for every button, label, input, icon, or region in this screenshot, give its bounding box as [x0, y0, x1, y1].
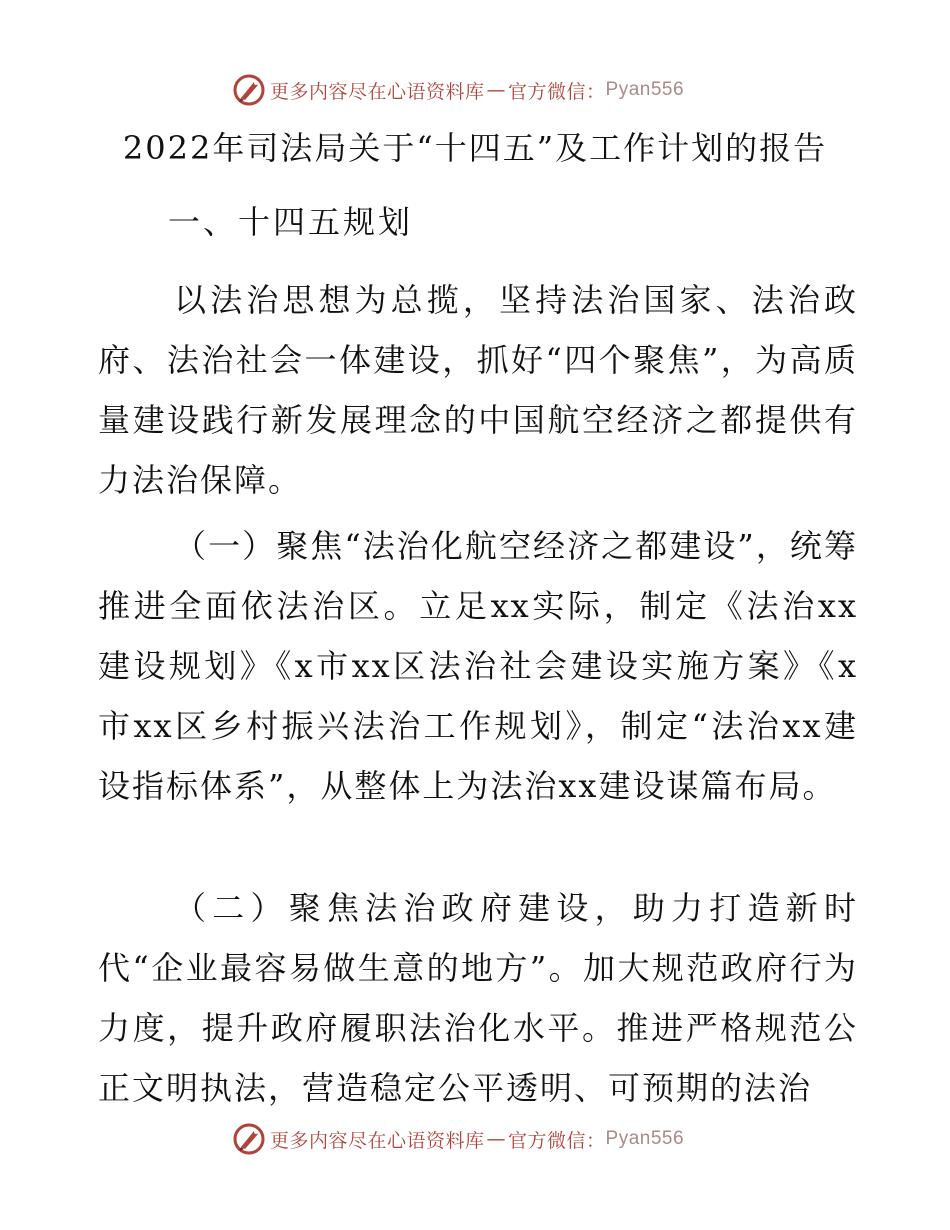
watermark-footer [232, 1119, 684, 1159]
pen-circle-logo-icon [232, 73, 266, 107]
document-title: 2022年司法局关于“十四五”及工作计划的报告 [122, 129, 828, 167]
pen-circle-logo-icon [232, 1122, 266, 1156]
body-paragraph: （一）聚焦“法治化航空经济之都建设”，统筹推进全面依法治区。立足xx实际，制定《法治xx建设规划》《x市xx区法治社会建设实施方案》《x市xx区乡村振兴法治工作规划》，制定“法治xx建设指标体系”，从整体上为法治xx建设谋篇布局。 [98, 527, 858, 805]
section-heading: 一、十四五规划 [168, 203, 414, 241]
watermark-separator: — [486, 79, 507, 101]
watermark-contact-id: Pyan556 [605, 79, 685, 100]
body-paragraph: （二）聚焦法治政府建设，助力打造新时代“企业最容易做生意的地方”。加大规范政府行为力度，提升政府履职法治化水平。推进严格规范公正文明执法，营造稳定公平透明、可预期的法治 [98, 889, 858, 1107]
body-paragraph: 以法治思想为总揽，坚持法治国家、法治政府、法治社会一体建设，抓好“四个聚焦”，为高质量建设践行新发展理念的中国航空经济之都提供有力法治保障。 [98, 281, 858, 499]
watermark-contact-id: Pyan556 [605, 1128, 685, 1149]
watermark-text: 更多内容尽在心语资料库 [270, 80, 485, 103]
watermark-contact-label: 官方微信： [508, 1129, 606, 1152]
watermark-text: 更多内容尽在心语资料库 [270, 1129, 485, 1152]
watermark-contact-label: 官方微信： [508, 80, 606, 103]
watermark-header [232, 70, 684, 110]
watermark-separator: — [486, 1128, 507, 1150]
